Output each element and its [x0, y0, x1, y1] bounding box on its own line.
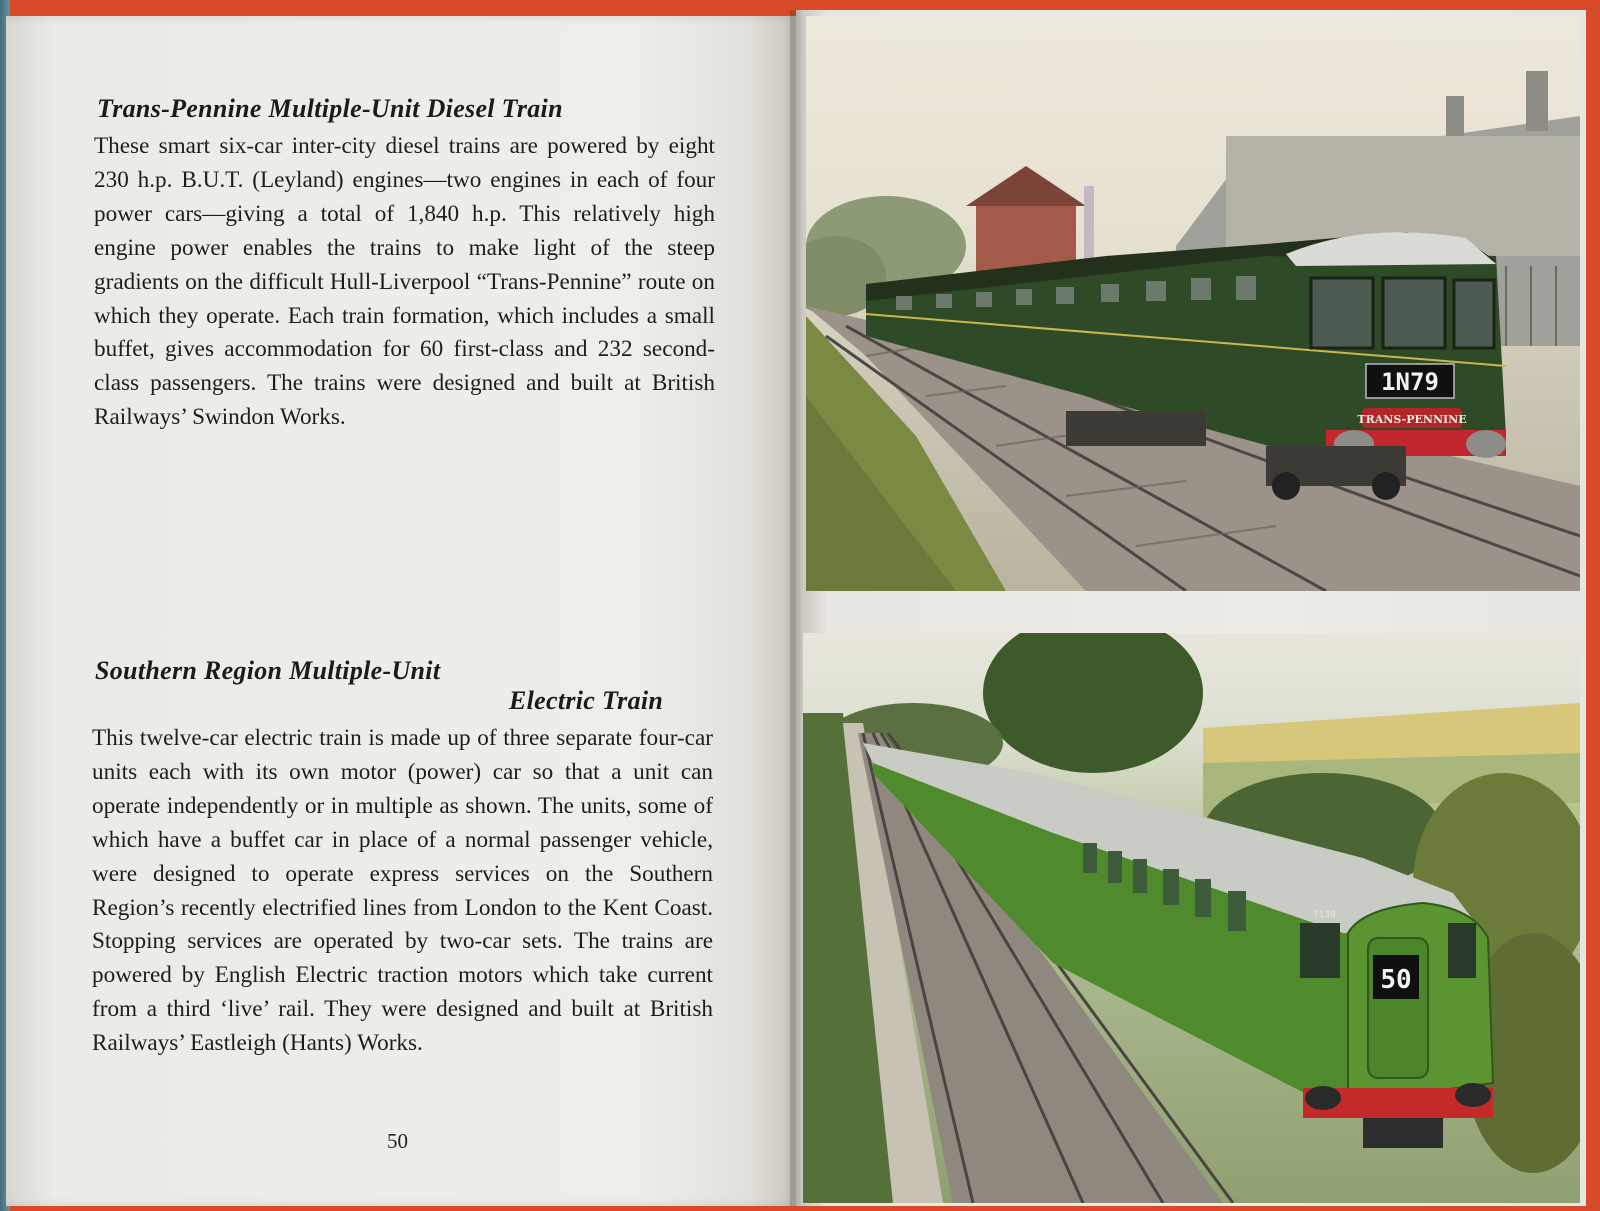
unit-number: 7139 [1313, 910, 1336, 920]
book-gutter [790, 10, 802, 1206]
illustration-southern-region-train [803, 633, 1580, 1203]
headcode-50: 50 [1380, 965, 1412, 995]
section-body-trans-pennine: These smart six-car inter-city diesel trains are powered by eight 230 h.p. B.U.T. (Leyland) engines—two engines in each of four power cars—giving a total of 1,840 h.p. This relatively high engine power enables the trains to make light of the steep gradients on the difficult Hull-Liverpool “Trans-Pennine” route on which they operate. Each train formation, which includes a small buffet, gives accommodation for 60 first-class and 232 second-class passengers. The trains were designed and built at British Railways’ Swindon Works. [94, 133, 715, 431]
trans-pennine-painting [806, 16, 1580, 591]
southern-region-painting [803, 633, 1580, 1203]
section-title-southern-region-line1: Southern Region Multiple-Unit [95, 656, 441, 685]
page-number: 50 [387, 1129, 408, 1153]
trans-pennine-nameboard: TRANS-PENNINE [1357, 413, 1467, 426]
headcode-1n79: 1N79 [1381, 368, 1439, 396]
section-body-southern-region: This twelve-car electric train is made up of three separate four-car units each with its own motor (power) car so that a unit can operate independently or in multiple as shown. The units, some of which have a buffet car in place of a normal passenger vehicle, were designed to operate express services on the Southern Region’s recently electrified lines from London to the Kent Coast. Stopping services are operated by two-car sets. The trains are powered by English Electric traction motors which take current from a third ‘live’ rail. They were designed and built at British Railways’ Eastleigh (Hants) Works. [92, 725, 713, 1057]
section-title-trans-pennine: Trans-Pennine Multiple-Unit Diesel Train [97, 94, 563, 123]
illustration-trans-pennine-train [806, 16, 1580, 591]
section-title-southern-region-line2: Electric Train [509, 686, 664, 715]
